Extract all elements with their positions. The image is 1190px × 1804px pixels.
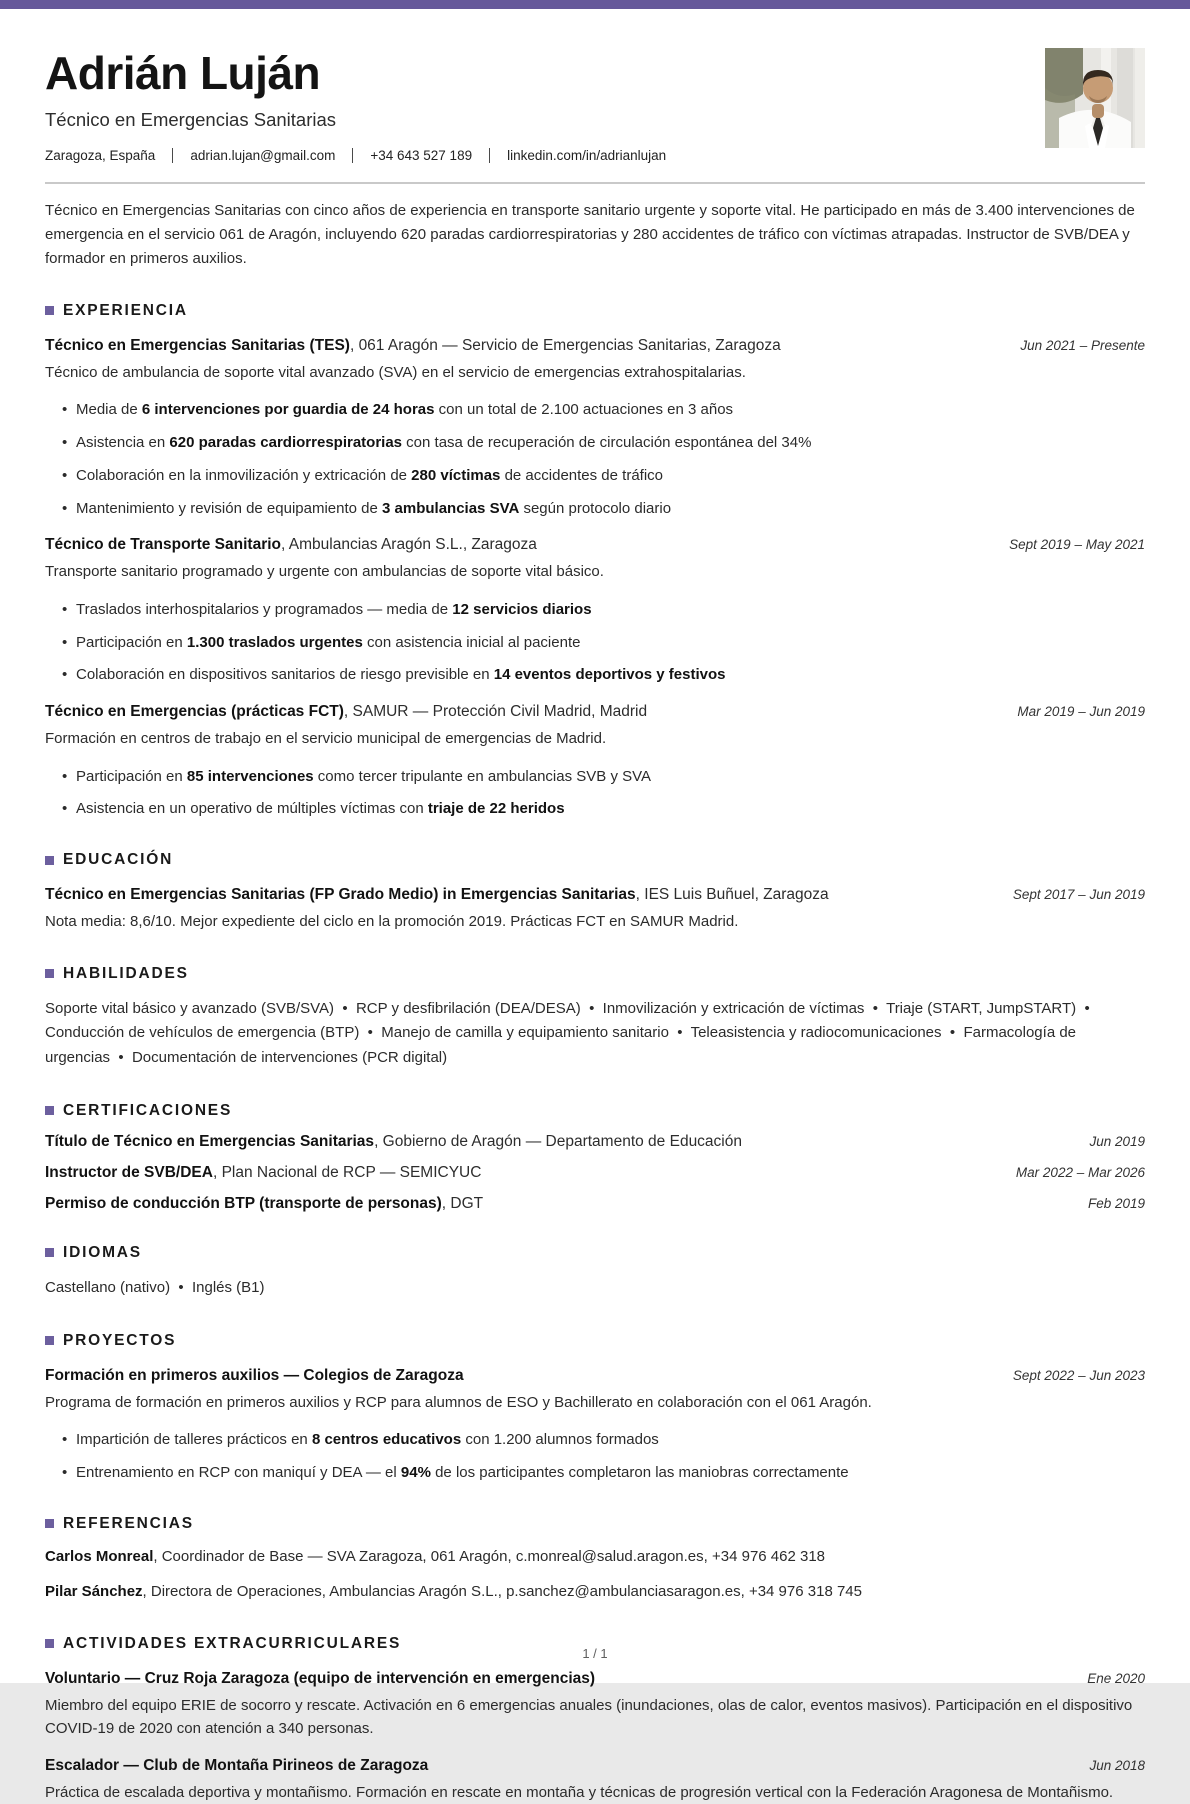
contact-separator xyxy=(172,148,173,163)
header-divider xyxy=(45,182,1145,184)
reference-details: , Coordinador de Base — SVA Zaragoza, 061 Aragón, c.monreal@salud.aragon.es, +34 976 462 318 xyxy=(153,1547,826,1565)
project-header xyxy=(45,1367,1145,1385)
accent-topbar xyxy=(0,0,1190,9)
section-marker-icon xyxy=(45,969,54,978)
section-title: PROYECTOS xyxy=(63,1331,177,1349)
section-heading-idiomas xyxy=(45,1244,1145,1262)
section-marker-icon xyxy=(45,1248,54,1257)
job-title: Técnico en Emergencias Sanitarias (TES), 061 Aragón — Servicio de Emergencias Sanitarias, Zaragoza xyxy=(45,336,781,354)
section-title: IDIOMAS xyxy=(63,1243,142,1261)
bullet-item: • Entrenamiento en RCP con maniquí y DEA — el 94% de los participantes completaron las maniobras correctamente xyxy=(76,1462,1145,1484)
section-marker-icon xyxy=(45,1106,54,1115)
activity-header xyxy=(45,1757,1145,1775)
job-header xyxy=(45,536,1145,554)
project-subtitle: Programa de formación en primeros auxilios y RCP para alumnos de ESO y Bachillerato en colaboración con el 061 Aragón. xyxy=(45,1393,872,1411)
activity-title: Voluntario — Cruz Roja Zaragoza (equipo de intervención en emergencias) xyxy=(45,1669,596,1687)
job-bullet-list xyxy=(45,399,1145,519)
section-title: EDUCACIÓN xyxy=(63,851,174,869)
activity-date: Jun 2018 xyxy=(1089,1758,1145,1774)
bullet-item: • Colaboración en la inmovilización y extricación de 280 víctimas de accidentes de tráfico xyxy=(76,465,1145,487)
job-subtitle: Técnico de ambulancia de soporte vital avanzado (SVA) en el servicio de emergencias extrahospitalarias. xyxy=(45,363,746,381)
bullet-item: • Asistencia en un operativo de múltiples víctimas con triaje de 22 heridos xyxy=(76,798,1145,820)
job-entry xyxy=(45,536,1145,686)
activity-date: Ene 2020 xyxy=(1087,1670,1145,1686)
job-subtitle: Transporte sanitario programado y urgente con ambulancias de soporte vital básico. xyxy=(45,563,604,581)
contact-phone: +34 643 527 189 xyxy=(370,147,473,163)
section-heading-habilidades xyxy=(45,965,1145,983)
job-header xyxy=(45,703,1145,721)
job-entry xyxy=(45,703,1145,820)
languages-list: Castellano (nativo) • Inglés (B1) xyxy=(45,1278,265,1296)
certification-title: Título de Técnico en Emergencias Sanitarias, Gobierno de Aragón — Departamento de Educación xyxy=(45,1132,742,1150)
bullet-item: • Traslados interhospitalarios y programados — media de 12 servicios diarios xyxy=(76,599,1145,621)
job-entry xyxy=(45,337,1145,520)
project-title: Formación en primeros auxilios — Colegios de Zaragoza xyxy=(45,1366,464,1384)
education-degree: Técnico en Emergencias Sanitarias (FP Grado Medio) in Emergencias Sanitarias, IES Luis Buñuel, Zaragoza xyxy=(45,886,829,904)
section-title: EXPERIENCIA xyxy=(63,301,188,319)
section-title: REFERENCIAS xyxy=(63,1514,194,1532)
activity-description: Miembro del equipo ERIE de socorro y rescate. Activación en 6 emergencias anuales (inundaciones, olas de calor, eventos masivos). Participación en el dispositivo COVID-19 de 2020 con atención a 340 personas. xyxy=(45,1696,1133,1737)
project-bullet-list xyxy=(45,1429,1145,1484)
person-title: Técnico en Emergencias Sanitarias xyxy=(45,108,337,130)
section-title: ACTIVIDADES EXTRACURRICULARES xyxy=(63,1634,402,1652)
certification-title: Instructor de SVB/DEA, Plan Nacional de RCP — SEMICYUC xyxy=(45,1163,482,1181)
skills-list: Soporte vital básico y avanzado (SVB/SVA) • RCP y desfibrilación (DEA/DESA) • Inmovilización y extricación de víctimas • Triaje (START, JumpSTART) • Conducción de vehículos de emergencia (BTP) • Manejo de camilla y equipamiento sanitario • Teleasistencia y radiocomunicaciones • Farmacología de urgencias • Documentación de intervenciones (PCR digital) xyxy=(45,999,1099,1067)
section-heading-experiencia xyxy=(45,302,1145,320)
certification-entry xyxy=(45,1164,1145,1182)
section-title: HABILIDADES xyxy=(63,964,189,982)
certification-entry xyxy=(45,1195,1145,1213)
contact-email: adrian.lujan@gmail.com xyxy=(190,147,336,163)
contact-linkedin: linkedin.com/in/adrianlujan xyxy=(507,147,667,163)
education-entry xyxy=(45,886,1145,934)
education-header xyxy=(45,886,1145,904)
education-note: Nota media: 8,6/10. Mejor expediente del ciclo en la promoción 2019. Prácticas FCT en SAMUR Madrid. xyxy=(45,913,739,931)
section-title: CERTIFICACIONES xyxy=(63,1101,233,1119)
activity-entry xyxy=(45,1757,1145,1804)
reference-details: , Directora de Operaciones, Ambulancias Aragón S.L., p.sanchez@ambulanciasaragon.es, +34 976 318 745 xyxy=(142,1583,862,1601)
job-bullet-list xyxy=(45,599,1145,686)
person-name: Adrián Luján xyxy=(45,47,321,99)
certification-date: Jun 2019 xyxy=(1089,1133,1145,1149)
bullet-item: • Participación en 1.300 traslados urgentes con asistencia inicial al paciente xyxy=(76,632,1145,654)
bullet-item: • Colaboración en dispositivos sanitarios de riesgo previsible en 14 eventos deportivos y festivos xyxy=(76,664,1145,686)
bullet-item: • Participación en 85 intervenciones como tercer tripulante en ambulancias SVB y SVA xyxy=(76,766,1145,788)
education-date: Sept 2017 – Jun 2019 xyxy=(1012,887,1145,903)
section-heading-proyectos xyxy=(45,1332,1145,1350)
reference-entry xyxy=(45,1581,1145,1604)
job-header xyxy=(45,337,1145,355)
activity-entry xyxy=(45,1670,1145,1741)
profile-photo xyxy=(1045,48,1145,148)
activity-title: Escalador — Club de Montaña Pirineos de Zaragoza xyxy=(45,1757,429,1775)
summary-text: Técnico en Emergencias Sanitarias con cinco años de experiencia en transporte sanitario urgente y soporte vital. He participado en más de 3.400 intervenciones de emergencia en el servicio 061 de Aragón, incluyendo 620 paradas cardiorrespiratorias y 280 accidentes de tráfico con víctimas atrapadas. Instructor de SVB/DEA y formador en primeros auxilios. xyxy=(45,201,1135,267)
page-number: 1 / 1 xyxy=(582,1646,608,1661)
section-marker-icon xyxy=(45,1336,54,1345)
contact-location: Zaragoza, España xyxy=(45,147,156,163)
section-heading-educacion xyxy=(45,851,1145,869)
job-date: Sept 2019 – May 2021 xyxy=(1009,537,1145,553)
section-heading-referencias xyxy=(45,1515,1145,1533)
job-title: Técnico de Transporte Sanitario, Ambulancias Aragón S.L., Zaragoza xyxy=(45,536,537,554)
reference-name: Carlos Monreal xyxy=(45,1547,154,1565)
section-marker-icon xyxy=(45,856,54,865)
bullet-item: • Impartición de talleres prácticos en 8 centros educativos con 1.200 alumnos formados xyxy=(76,1429,1145,1451)
certification-date: Mar 2022 – Mar 2026 xyxy=(1015,1164,1145,1180)
activity-header xyxy=(45,1670,1145,1688)
bullet-item: • Asistencia en 620 paradas cardiorrespiratorias con tasa de recuperación de circulación espontánea del 34% xyxy=(76,432,1145,454)
job-bullet-list xyxy=(45,766,1145,821)
contact-row xyxy=(45,148,1145,163)
activity-description: Práctica de escalada deportiva y montañismo. Formación en rescate en montaña y técnicas de progresión vertical con la Federación Aragonesa de Montañismo. xyxy=(45,1784,1114,1802)
section-marker-icon xyxy=(45,1519,54,1528)
bullet-item: • Media de 6 intervenciones por guardia de 24 horas con un total de 2.100 actuaciones en 3 años xyxy=(76,399,1145,421)
job-title: Técnico en Emergencias (prácticas FCT), SAMUR — Protección Civil Madrid, Madrid xyxy=(45,703,648,721)
certification-title: Permiso de conducción BTP (transporte de personas), DGT xyxy=(45,1194,484,1212)
job-date: Mar 2019 – Jun 2019 xyxy=(1017,704,1145,720)
job-subtitle: Formación en centros de trabajo en el servicio municipal de emergencias de Madrid. xyxy=(45,730,607,748)
reference-name: Pilar Sánchez xyxy=(45,1583,143,1601)
reference-entry xyxy=(45,1546,1145,1569)
portrait-icon xyxy=(1045,48,1145,148)
contact-separator xyxy=(489,148,490,163)
certification-entry xyxy=(45,1133,1145,1151)
project-entry xyxy=(45,1367,1145,1484)
section-marker-icon xyxy=(45,306,54,315)
job-date: Jun 2021 – Presente xyxy=(1020,337,1145,353)
certification-date: Feb 2019 xyxy=(1087,1195,1145,1211)
bullet-item: • Mantenimiento y revisión de equipamiento de 3 ambulancias SVA según protocolo diario xyxy=(76,498,1145,520)
section-heading-certificaciones xyxy=(45,1102,1145,1120)
project-date: Sept 2022 – Jun 2023 xyxy=(1012,1367,1145,1383)
contact-separator xyxy=(352,148,353,163)
